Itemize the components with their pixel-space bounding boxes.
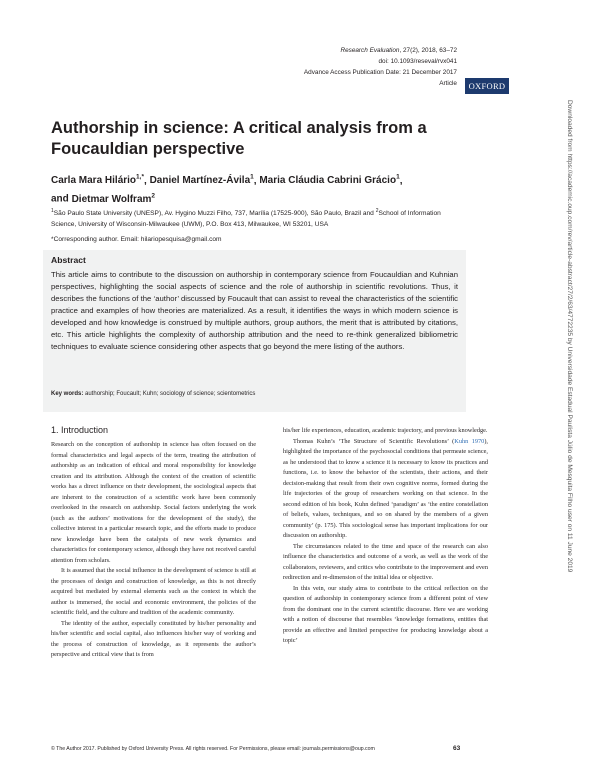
- paragraph: The identity of the author, especially constituted by his/her personality and his/her scientific and social capital, also influences his/her way of working and the process of construction of knowledge, as it represents the author’s perspective and critical view that is from: [51, 619, 256, 658]
- paragraph: The circumstances related to the time and space of the research can also influence the characteristics and outcome of a work, as well as the work of the collaborators, reviewers, and critics who contribute to the improvement and even redirection and re-dimension of the initial idea or objective.: [283, 542, 488, 581]
- journal-info: [304, 45, 457, 89]
- affiliations: $^1$São Paulo State University (UNESP), Av. Hygino Muzzi Filho, 737, Marília (17525-900), São Paulo, Brazil and $^2$School of Information Science, University of Wisconsin-Milwaukee (UWM), P.O. Box 413, Milwaukee, WI 53201, USA: [51, 208, 441, 229]
- paragraph: his/her life experiences, education, academic trajectory, and previous knowledge.: [283, 427, 488, 434]
- abstract-text: This article aims to contribute to the discussion on authorship in contemporary science from Foucauldian and Kuhnian perspectives, highlighting the social aspects of science and the role of authorship in scientific revolutions. Thus, it describes the functions of the ‘author’ discussed by Foucault that can assist to reveal the characteristics of the scientific practice and examples of how theories are materialized. As a result, it identifies the ways in which modern science is developed and how knowledge is construed by multiple authors, group authors, the merit that is attributed by citations, etc. This article highlights the complexity of authorship attribution and the need to re-think generalized bibliometric techniques to evaluate science considering other aspects that go beyond the mere listing of the authors.: [51, 270, 458, 351]
- journal-citation: , 27(2), 2018, 63–72: [399, 47, 457, 54]
- corresponding-author: *Corresponding author. Email: hilariopesquisa@gmail.com: [51, 236, 222, 243]
- paragraph: It is assumed that the social influence in the development of science is still at the processes of design and construction of knowledge, as this is not directly acquired but mediated by external elements such as the context in which the author is immersed, the social and economic environment, the policies of the scientific field, and the culture and tradition of the academic community.: [51, 567, 256, 616]
- keywords: Key words: authorship; Foucault; Kuhn; sociology of science; scientometrics: [51, 391, 256, 397]
- section-heading: 1. Introduction: [51, 425, 109, 435]
- article-title: Authorship in science: A critical analysis from a Foucauldian perspective: [51, 119, 427, 158]
- paragraph: In this vein, our study aims to contribute to the critical reflection on the question of authorship in contemporary science from a different point of view from the dominant one in the current scientific discourse. Here we are working with a notion of discourse that resembles ‘knowledge formations, entities that provide an effective and limited perspective for producing knowledge about a topic’: [283, 584, 488, 644]
- journal-name: Research Evaluation: [340, 47, 400, 54]
- oxford-logo: OXFORD: [465, 78, 509, 94]
- citation-link[interactable]: Kuhn 1970: [454, 437, 485, 445]
- author-list: Carla Mara Hilário$^{1,*}$, Daniel Martínez-Ávila$^1$, Maria Cláudia Cabrini Grácio$^1$, and Dietmar Wolfram$^2$: [51, 174, 403, 205]
- copyright-notice: © The Author 2017. Published by Oxford University Press. All rights reserved. For Permissions, please email: journals.permissions@oup.com: [51, 746, 375, 752]
- paragraph: Research on the conception of authorship in science has often focused on the formal characteristics and legal aspects of the term, treating the attribution of authorship as an indication of ethical and moral responsibility for knowledge creation and its attribution. Although the context of the creation of scientific works has a direct influence on their development, the sociological aspects that are inherent to the construction of a scientific work have been commonly overlooked in the research on authorship. Social factors underlying the work (such as the authors’ motivations for the development of the study), the collective interest in a particular research topic, and the efforts made to produce new knowledge have been the catalysts of new work dynamics and characteristics for contemporary science, although they have not received careful attention from scholars.: [51, 441, 256, 564]
- author-4[interactable]: Dietmar Wolfram$^2$: [71, 192, 156, 205]
- page-number: 63: [453, 745, 461, 752]
- advance-access-date: Advance Access Publication Date: 21 December 2017: [303, 69, 457, 76]
- download-watermark: Downloaded from https://academic.oup.com/rev/article-abstract/27/2/63/4772235 by Universidade Estadual Paulista Júlio de Mesquita Filho user on 11 June 2019: [566, 100, 573, 573]
- body-column-right: [283, 426, 488, 647]
- author-1[interactable]: Carla Mara Hilário$^{1,*}$: [51, 174, 144, 187]
- paragraph: Thomas Kuhn’s ‘The Structure of Scientific Revolutions’ (Kuhn 1970), highlighted the importance of the psychosocial conditions that permeate science, as he understood that to know a science it is necessary to know its practices and functions, i.e. to know the behavior of the scientists, their actions, and their decision-making that result from their own cognitive norms, formed during the life trajectories of the group of researchers working on that science. In the second edition of his book, Kuhn defined ‘paradigm’ as ‘the entire constellation of beliefs, values, techniques, and so on shared by the members of a given community’ (p. 175). This sociological sense has important implications for our discussion on authorship.: [283, 437, 488, 539]
- doi[interactable]: doi: 10.1093/reseval/rvx041: [378, 58, 457, 65]
- author-2[interactable]: Daniel Martínez-Ávila$^1$: [149, 174, 254, 187]
- author-3[interactable]: Maria Cláudia Cabrini Grácio$^1$: [259, 174, 400, 187]
- abstract-heading: Abstract: [51, 255, 86, 265]
- body-column-left: [51, 440, 256, 661]
- article-type: Article: [439, 80, 457, 87]
